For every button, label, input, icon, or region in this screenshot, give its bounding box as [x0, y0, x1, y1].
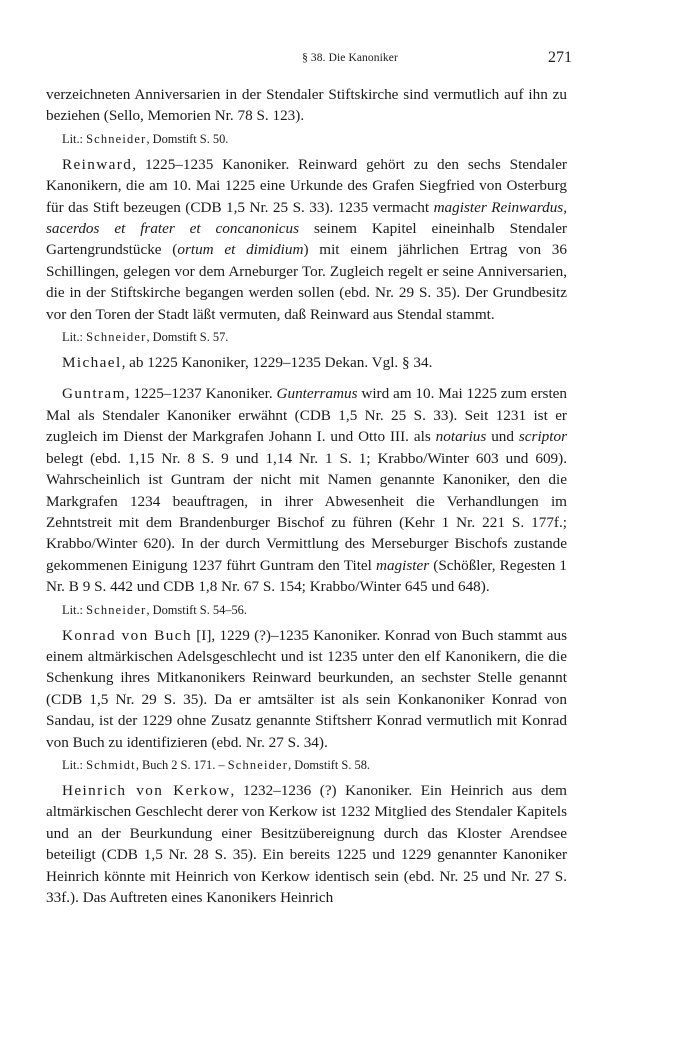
entry-heinrich-von-kerkow: Heinrich von Kerkow, 1232–1236 (?) Kanoniker. Ein Heinrich aus dem altmärkischen Geschlecht derer von Kerkow ist 1232 Mitglied des Stendaler Kapitels und an der Beurkundung einer Besitzübereignung durch das Kloster Arendsee beteiligt (CDB 1,5 Nr. 28 S. 35). Ein bereits 1225 und 1229 genannter Kanoniker Heinrich könnte mit Heinrich von Kerkow identisch sein (ebd. Nr. 25 und Nr. 27 S. 33f.). Das Auftreten eines Kanonikers Heinrich [46, 781, 567, 906]
entry-name: Konrad von Buch [62, 626, 192, 644]
entry-konrad-von-buch: Konrad von Buch [I], 1229 (?)–1235 Kanoniker. Konrad von Buch stammt aus einem altmärkischen Adelsgeschlecht und ist 1235 unter den elf Kanonikern, die die Schenkung ihres Mitkanonikers Reinward beurkunden, an sechster Stelle genannt (CDB 1,5 Nr. 29 S. 35). Da er amtsälter ist als sein Konkanoniker Konrad von Sandau, ist der 1229 ohne Zusatz genannte Stiftsherr Konrad vermutlich mit Konrad von Buch zu identifizieren (ebd. Nr. 27 S. 34). [46, 626, 567, 751]
literature-note: Lit.: Schneider, Domstift S. 50. [62, 131, 229, 146]
running-head: § 38. Die Kanoniker [302, 52, 398, 64]
page-header [0, 49, 700, 72]
paragraph-continuation: verzeichneten Anniversarien in der Stendaler Stiftskirche sind vermutlich auf ihn zu beziehen (Sello, Memorien Nr. 78 S. 123). [46, 86, 567, 125]
body-text [46, 84, 567, 908]
entry-reinward: Reinward, 1225–1235 Kanoniker. Reinward gehört zu den sechs Stendaler Kanonikern, die am 10. Mai 1225 eine Urkunde des Grafen Siegfried von Osterburg für das Stift bezeugen (CDB 1,5 Nr. 25 S. 33). 1235 vermacht magister Reinwardus, sacerdos et frater et concanonicus seinem Kapitel eineinhalb Stendaler Gartengrundstücke (ortum et dimidium) mit einem jährlichen Ertrag von 36 Schillingen, gelegen vor dem Arneburger Tor. Zugleich regelt er seine Anniversarien, die in der Stiftskirche begangen werden sollen (ebd. Nr. 29 S. 35). Der Grundbesitz vor den Toren der Stadt läßt vermuten, daß Reinward aus Stendal stammt. [46, 155, 568, 323]
entry-guntram: Guntram, 1225–1237 Kanoniker. Gunterramus wird am 10. Mai 1225 zum ersten Mal als Stendaler Kanoniker erwähnt (CDB 1,5 Nr. 25 S. 33). Seit 1231 ist er zugleich im Dienst der Markgrafen Johann I. und Otto III. als notarius und scriptor belegt (ebd. 1,15 Nr. 8 S. 9 und 1,14 Nr. 1 S. 1; Krabbo/Winter 603 und 609). Wahrscheinlich ist Guntram der nicht mit Namen genannte Kanoniker, den die Markgrafen 1234 beauftragen, in ihrer Abwesenheit die Verhandlungen im Zehntstreit mit dem Brandenburger Bischof zu führen (Kehr 1 Nr. 221 S. 177f.; Krabbo/Winter 620). In der durch Vermittlung des Merseburger Bischofs zustande gekommenen Einigung 1237 führt Guntram den Titel magister (Schößler, Regesten 1 Nr. B 9 S. 442 und CDB 1,8 Nr. 67 S. 154; Krabbo/Winter 645 und 648). [46, 385, 568, 596]
entry-name: Guntram [62, 385, 126, 403]
literature-note: Lit.: Schneider, Domstift S. 54–56. [62, 602, 247, 617]
entry-name: Michael [62, 354, 122, 372]
entry-name: Heinrich von Kerkow [62, 781, 231, 799]
literature-note: Lit.: Schneider, Domstift S. 57. [62, 330, 229, 345]
entry-michael: Michael, ab 1225 Kanoniker, 1229–1235 Dekan. Vgl. § 34. [62, 354, 433, 372]
entry-name: Reinward [62, 155, 133, 173]
literature-note: Lit.: Schmidt, Buch 2 S. 171. – Schneider, Domstift S. 58. [62, 757, 371, 772]
page-number: 271 [548, 49, 572, 66]
